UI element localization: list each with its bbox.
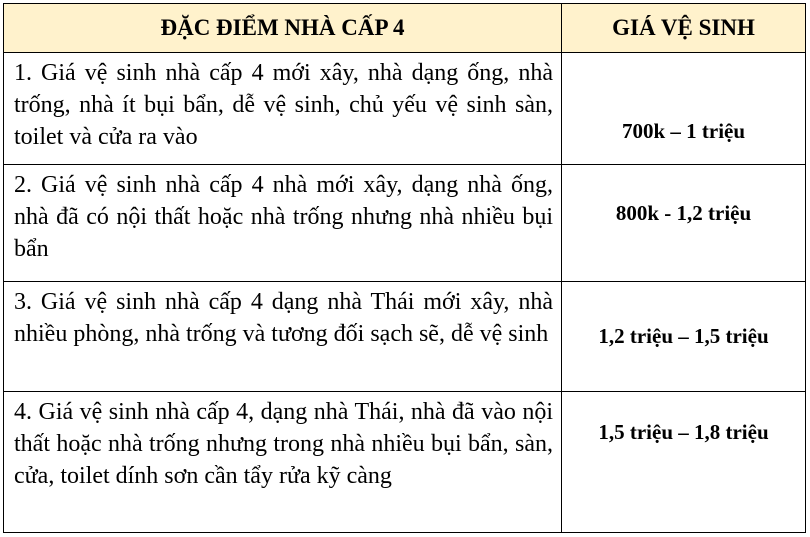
table-row	[4, 53, 806, 165]
row-description: 3. Giá vệ sinh nhà cấp 4 dạng nhà Thái mới xây, nhà nhiều phòng, nhà trống và tương đối sạch sẽ, dễ vệ sinh	[4, 282, 562, 392]
table-row	[4, 392, 806, 533]
row-price: 1,5 triệu – 1,8 triệu	[562, 392, 806, 533]
price-table	[3, 3, 806, 533]
row-price: 800k - 1,2 triệu	[562, 165, 806, 282]
row-description: 1. Giá vệ sinh nhà cấp 4 mới xây, nhà dạng ống, nhà trống, nhà ít bụi bẩn, dễ vệ sinh, chủ yếu vệ sinh sàn, toilet và cửa ra vào	[4, 53, 562, 165]
table-header-row	[4, 4, 806, 53]
row-description: 4. Giá vệ sinh nhà cấp 4, dạng nhà Thái, nhà đã vào nội thất hoặc nhà trống nhưng trong nhà nhiều bụi bẩn, sàn, cửa, toilet dính sơn cần tẩy rửa kỹ càng	[4, 392, 562, 533]
row-description: 2. Giá vệ sinh nhà cấp 4 nhà mới xây, dạng nhà ống, nhà đã có nội thất hoặc nhà trống nhưng nhà nhiều bụi bẩn	[4, 165, 562, 282]
header-house-features: ĐẶC ĐIỂM NHÀ CẤP 4	[4, 4, 562, 53]
row-price: 1,2 triệu – 1,5 triệu	[562, 282, 806, 392]
table-row	[4, 282, 806, 392]
header-cleaning-price: GIÁ VỆ SINH	[562, 4, 806, 53]
table-row	[4, 165, 806, 282]
row-price: 700k – 1 triệu	[562, 53, 806, 165]
